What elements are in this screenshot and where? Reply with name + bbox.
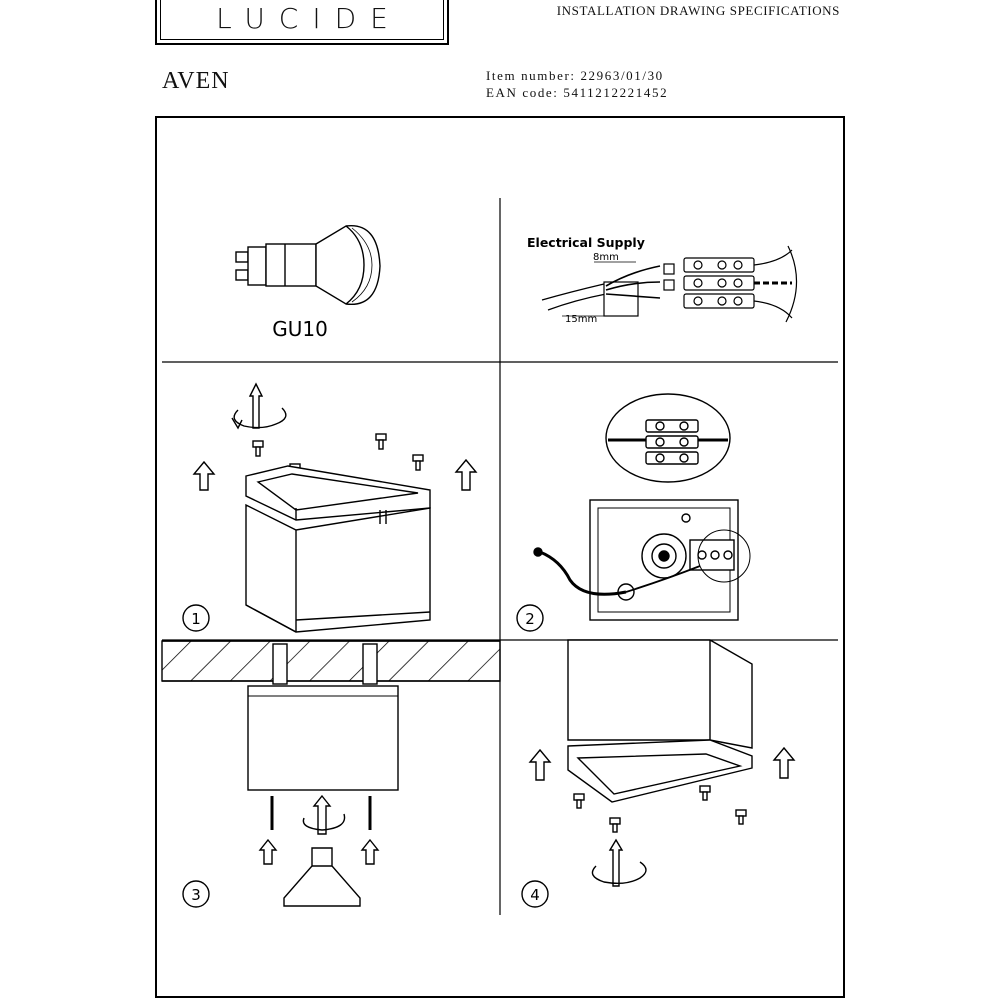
ean-code: EAN code: 5411212221452 xyxy=(486,85,669,100)
step1-badge xyxy=(183,605,209,631)
step4-badge xyxy=(522,881,548,907)
electrical-supply-label: Electrical Supply xyxy=(527,235,645,250)
step4-illustration xyxy=(530,640,794,886)
gu10-label: GU10 xyxy=(272,317,328,341)
step3-illustration xyxy=(162,641,500,906)
strip-8mm-label: 8mm xyxy=(593,252,619,263)
step1-illustration xyxy=(194,384,476,632)
step2-illustration xyxy=(534,394,750,620)
step1-number: 1 xyxy=(191,610,201,628)
step3-number: 3 xyxy=(191,886,201,904)
item-number: Item number: 22963/01/30 xyxy=(486,68,664,83)
step3-badge xyxy=(183,881,209,907)
strip-15mm-label: 15mm xyxy=(565,314,598,325)
gu10-lamp-illustration xyxy=(236,226,380,305)
step4-number: 4 xyxy=(530,886,540,904)
product-name: AVEN xyxy=(162,68,230,94)
wiring-diagram xyxy=(542,246,797,322)
document-title: INSTALLATION DRAWING SPECIFICATIONS xyxy=(556,3,840,18)
step2-badge xyxy=(517,605,543,631)
step2-number: 2 xyxy=(525,610,535,628)
brand-logo-text: LUCIDE xyxy=(216,2,402,35)
